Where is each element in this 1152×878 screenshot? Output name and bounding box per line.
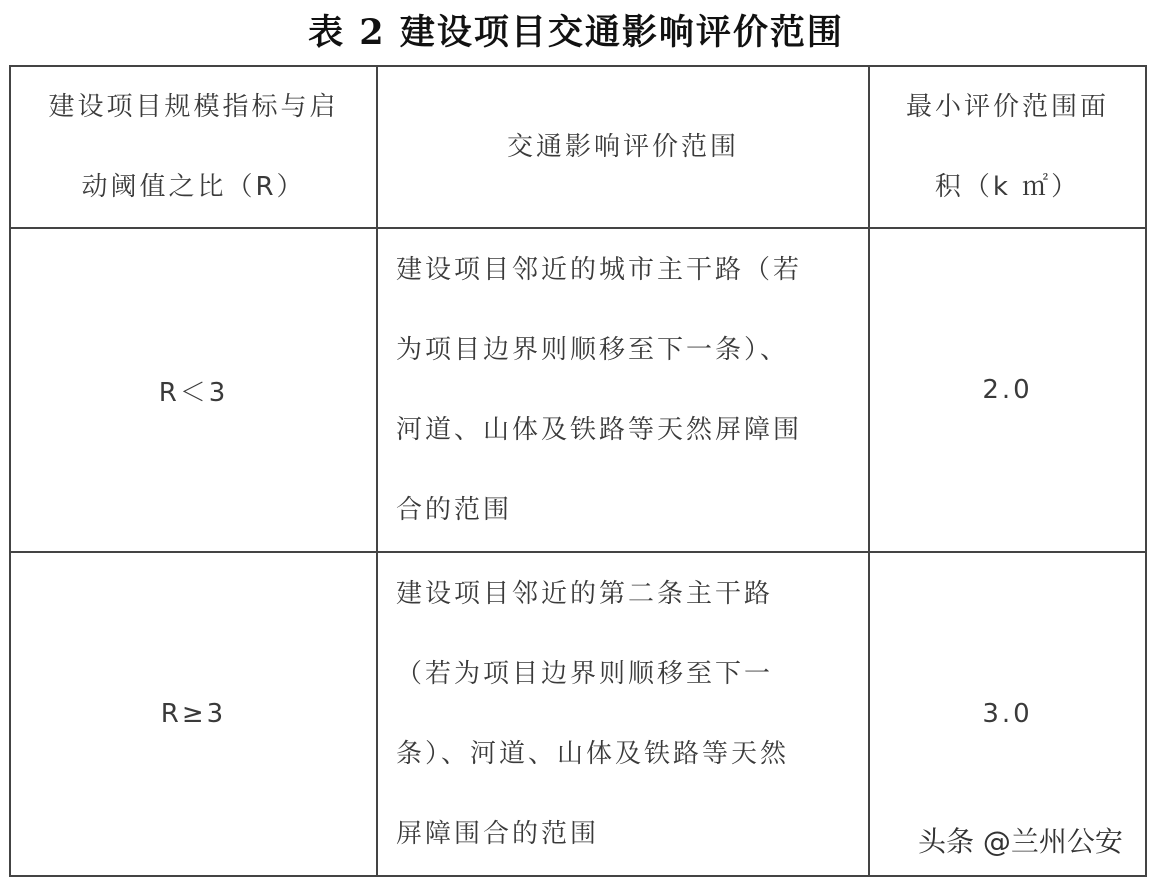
header-area-line-1: 最小评价范围面 [905, 92, 1109, 122]
header-ratio-line-2: 动阈值之比（R） [81, 172, 306, 202]
scope-line: （若为项目边界则顺移至下一 [396, 659, 774, 689]
scope-line: 合的范围 [396, 495, 513, 525]
scope-line: 屏障围合的范围 [396, 819, 600, 849]
ratio-cell [10, 228, 377, 552]
scope-cell [377, 552, 869, 876]
source-watermark: 头条 @兰州公安 [914, 818, 1127, 862]
scope-line: 条）、河道、山体及铁路等天然 [396, 739, 790, 769]
header-cell-area [869, 66, 1146, 228]
table-header-row [10, 66, 1146, 228]
table-title: 表 2 建设项目交通影响评价范围 [308, 12, 844, 53]
area-cell [869, 228, 1146, 552]
area-value: 2.0 [982, 375, 1033, 405]
ratio-cell [10, 552, 377, 876]
header-ratio-line-1: 建设项目规模指标与启 [48, 92, 339, 122]
header-scope-line-1: 交通影响评价范围 [506, 132, 739, 162]
header-cell-ratio [10, 66, 377, 228]
header-area-line-2: 积（k ㎡） [934, 172, 1081, 202]
ratio-value: R＜3 [158, 377, 229, 408]
area-value: 3.0 [982, 699, 1033, 729]
scope-line: 建设项目邻近的城市主干路（若 [396, 255, 803, 285]
scope-cell [377, 228, 869, 552]
traffic-impact-scope-table [9, 65, 1147, 877]
header-cell-scope [377, 66, 869, 228]
table-row [10, 228, 1146, 552]
ratio-value: R≥3 [160, 699, 227, 729]
scope-line: 河道、山体及铁路等天然屏障围 [396, 415, 803, 445]
scope-line: 为项目边界则顺移至下一条）、 [396, 335, 790, 365]
scope-line: 建设项目邻近的第二条主干路 [396, 579, 774, 609]
